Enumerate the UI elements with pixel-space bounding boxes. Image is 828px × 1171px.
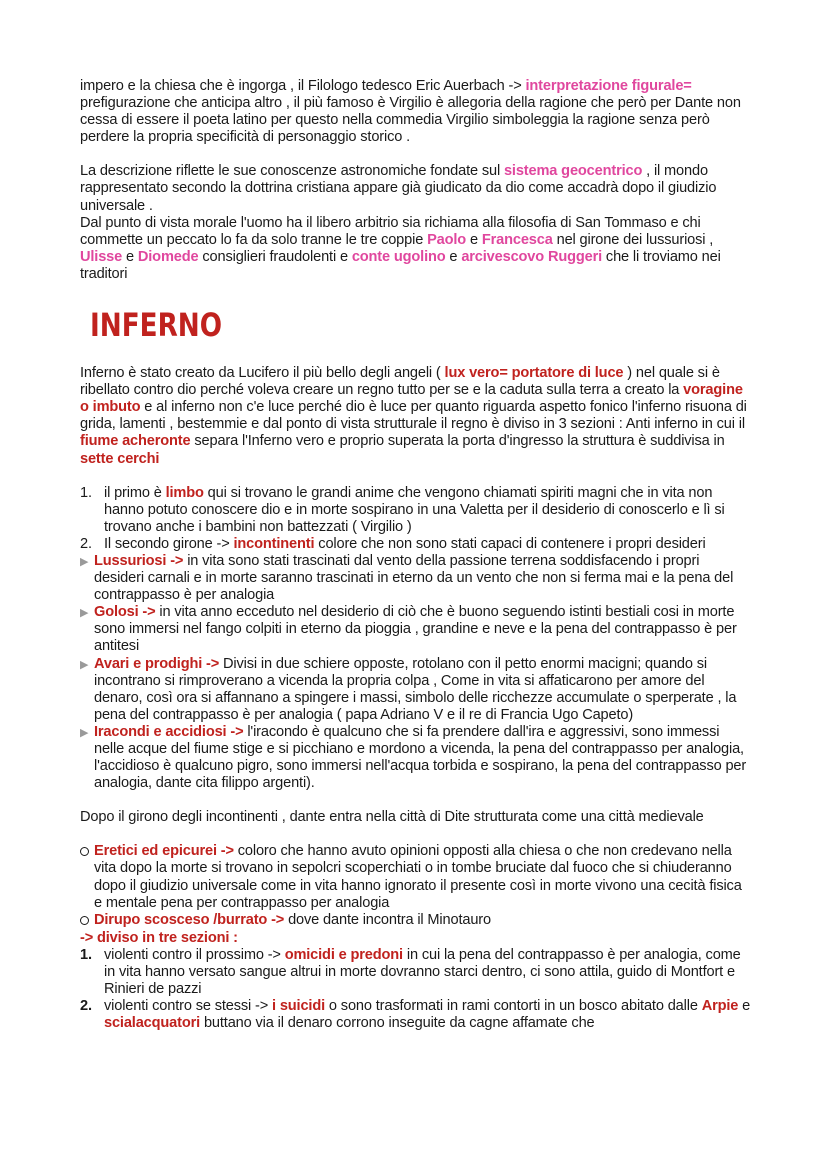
intro-paragraph-1: impero e la chiesa che è ingorga , il Filologo tedesco Eric Auerbach -> interpretazione figurale= prefigurazione che anticipa altro , il più famoso è Virgilio è allegoria della ragione che però per Dante non cessa di essere il poeta latino per questo nella commedia Virgilio simboleggia la ragione senza però perdere la propria specificità di personaggio storico . bbox=[80, 78, 741, 146]
item-title: Eretici ed epicurei -> bbox=[94, 843, 234, 860]
highlight-term: lux vero= portatore di luce bbox=[444, 365, 624, 382]
triangle-bullet-icon: ▶ bbox=[80, 607, 89, 620]
item-title: Avari e prodighi -> bbox=[94, 655, 220, 672]
highlight-term: sette cerchi bbox=[80, 450, 160, 467]
triangle-bullet-icon: ▶ bbox=[80, 555, 89, 568]
item-title: Golosi -> bbox=[94, 604, 156, 621]
list-item: Eretici ed epicurei -> coloro che hanno avuto opinioni opposti alla chiesa o che non credevano nella vita dopo la morte si trovano in sepolcri scoperchiati o in tombe bruciate dal fuoco che si chiuderanno dopo il giudizio universale come in vita hanno ignorato il presente così in morte vivono una cecità fisica e mentale pena per contrappasso per analogia bbox=[80, 843, 752, 911]
list-item: 1. il primo è limbo qui si trovano le grandi anime che vengono chiamati spiriti magni che in vita non hanno potuto conoscere dio e in morte sospirano in una Valetta per il desiderio di conoscerlo e lì si trovano anche i bambini non battezzati ( Virgilio ) bbox=[80, 484, 725, 535]
highlight-term: Diomede bbox=[137, 248, 199, 265]
document-page bbox=[80, 78, 752, 1032]
highlight-term: sistema geocentrico bbox=[503, 163, 643, 180]
list-number: 2. bbox=[80, 535, 92, 552]
list-number: 2. bbox=[80, 998, 92, 1015]
highlight-term: scialacquatori bbox=[104, 1015, 201, 1032]
highlight-term: Paolo bbox=[427, 231, 467, 248]
list-item: ▶ Iracondi e accidiosi -> l'iracondo è qualcuno che si fa prendere dall'ira e aggressivi, sono immessi nelle acque del fiume stige e si picchiano e mordono a vicenda, la pena del contrappasso per analogia, l'accidioso è qualcuno pigro, sono immersi nell'acqua torbida e sospirano, la pena del contrappasso per analogia, dante cita filippo argenti). bbox=[80, 723, 747, 792]
item-title: Lussuriosi -> bbox=[94, 552, 184, 569]
list-item: ▶ Lussuriosi -> in vita sono stati trascinati dal vento della passione terrena soddisfacendo i propri desideri carnali e in morte saranno trascinati in eterno da un vento che non si ferma mai e la pena del contrappasso è per analogia bbox=[80, 552, 734, 604]
highlight-term: Francesca bbox=[481, 231, 553, 248]
highlight-term: i suicidi bbox=[272, 998, 326, 1015]
circle-bullet-icon bbox=[80, 912, 94, 930]
highlight-term: arcivescovo Ruggeri bbox=[461, 248, 603, 265]
highlight-term: voragine o imbuto bbox=[80, 382, 743, 416]
list-number: 1. bbox=[80, 484, 92, 501]
section-heading: INFERNO bbox=[90, 306, 223, 345]
highlight-term: fiume acheronte bbox=[80, 433, 191, 450]
list-item: 2. violenti contro se stessi -> i suicidi o sono trasformati in rami contorti in un bosco abitato dalle Arpie e scialacquatori buttano via il denaro corrono inseguite da cagne affamate che bbox=[80, 998, 751, 1032]
dite-paragraph: Dopo il girono degli incontinenti , dante entra nella città di Dite strutturata come una città medievale bbox=[80, 809, 704, 826]
highlight-term: Ulisse bbox=[80, 248, 123, 265]
triangle-bullet-icon: ▶ bbox=[80, 658, 89, 671]
intro-paragraph-3: Dal punto di vista morale l'uomo ha il libero arbitrio sia richiama alla filosofia di San Tommaso e chi commette un peccato lo fa da solo tranne le tre coppie Paolo e Francesca nel girone dei lussuriosi , Ulisse e Diomede consiglieri fraudolenti e conte ugolino e arcivescovo Ruggeri che li troviamo nei traditori bbox=[80, 214, 721, 282]
list-number: 1. bbox=[80, 946, 92, 963]
intro-paragraph-2: La descrizione riflette le sue conoscenze astronomiche fondate sul sistema geocentrico , il mondo rappresentato secondo la dottrina cristiana appare già giudicato da dio come accadrà dopo il giudizio universale . bbox=[80, 163, 717, 214]
diviso-label: -> diviso in tre sezioni : bbox=[80, 929, 238, 946]
item-title: Dirupo scosceso /burrato -> bbox=[94, 911, 285, 928]
highlight-term: conte ugolino bbox=[351, 248, 446, 265]
highlight-term: Arpie bbox=[701, 998, 739, 1015]
list-item: 1. violenti contro il prossimo -> omicidi e predoni in cui la pena del contrappasso è per analogia, come in vita hanno versato sangue altrui in morte dovranno starci dentro, ci sono attila, guido di Montfort e Rinieri de pazzi bbox=[80, 946, 741, 998]
list-item: ▶ Avari e prodighi -> Divisi in due schiere opposte, rotolano con il petto enormi macigni; quando si incontrano si rimproverano a vicenda la propria colpa , Come in vita si affaticarono per amore del denaro, così ora si affannano a spingere i massi, simbolo delle ricchezze accumulate o sperperate , la pena del contrappasso è per analogia ( papa Adriano V e il re di Francia Ugo Capeto) bbox=[80, 655, 737, 723]
circle-bullet-icon bbox=[80, 843, 94, 911]
highlight-term: interpretazione figurale= bbox=[525, 78, 692, 94]
item-title: Iracondi e accidiosi -> bbox=[94, 723, 244, 740]
list-item: 2. Il secondo girone -> incontinenti colore che non sono stati capaci di contenere i propri desideri bbox=[80, 535, 706, 552]
highlight-term: incontinenti bbox=[233, 535, 315, 552]
inferno-intro-paragraph: Inferno è stato creato da Lucifero il più bello degli angeli ( lux vero= portatore di luce ) nel quale si è ribellato contro dio perché voleva creare un regno tutto per se e la caduta sulla terra a creato la voragine o imbuto e al inferno non c'e luce perché dio è luce per quanto riguarda aspetto fonico l'inferno risuona di grida, lamenti , bestemmie e dal ponto di vista strutturale il regno è diviso in 3 sezioni : Anti inferno in cui il fiume acheronte separa l'Inferno vero e proprio superata la porta d'ingresso la struttura è suddivisa in sette cerchi bbox=[80, 365, 747, 467]
triangle-bullet-icon: ▶ bbox=[80, 726, 89, 739]
highlight-term: omicidi e predoni bbox=[284, 946, 403, 963]
list-item: ▶ Golosi -> in vita anno ecceduto nel desiderio di ciò che è buono seguendo istinti bestiali cosi in morte sono immersi nel fango colpiti in eterno da pioggia , grandine e neve e la pena del contrappasso è per antitesi bbox=[80, 604, 737, 655]
highlight-term: limbo bbox=[165, 484, 204, 501]
list-item: Dirupo scosceso /burrato -> dove dante incontra il Minotauro bbox=[80, 912, 752, 930]
